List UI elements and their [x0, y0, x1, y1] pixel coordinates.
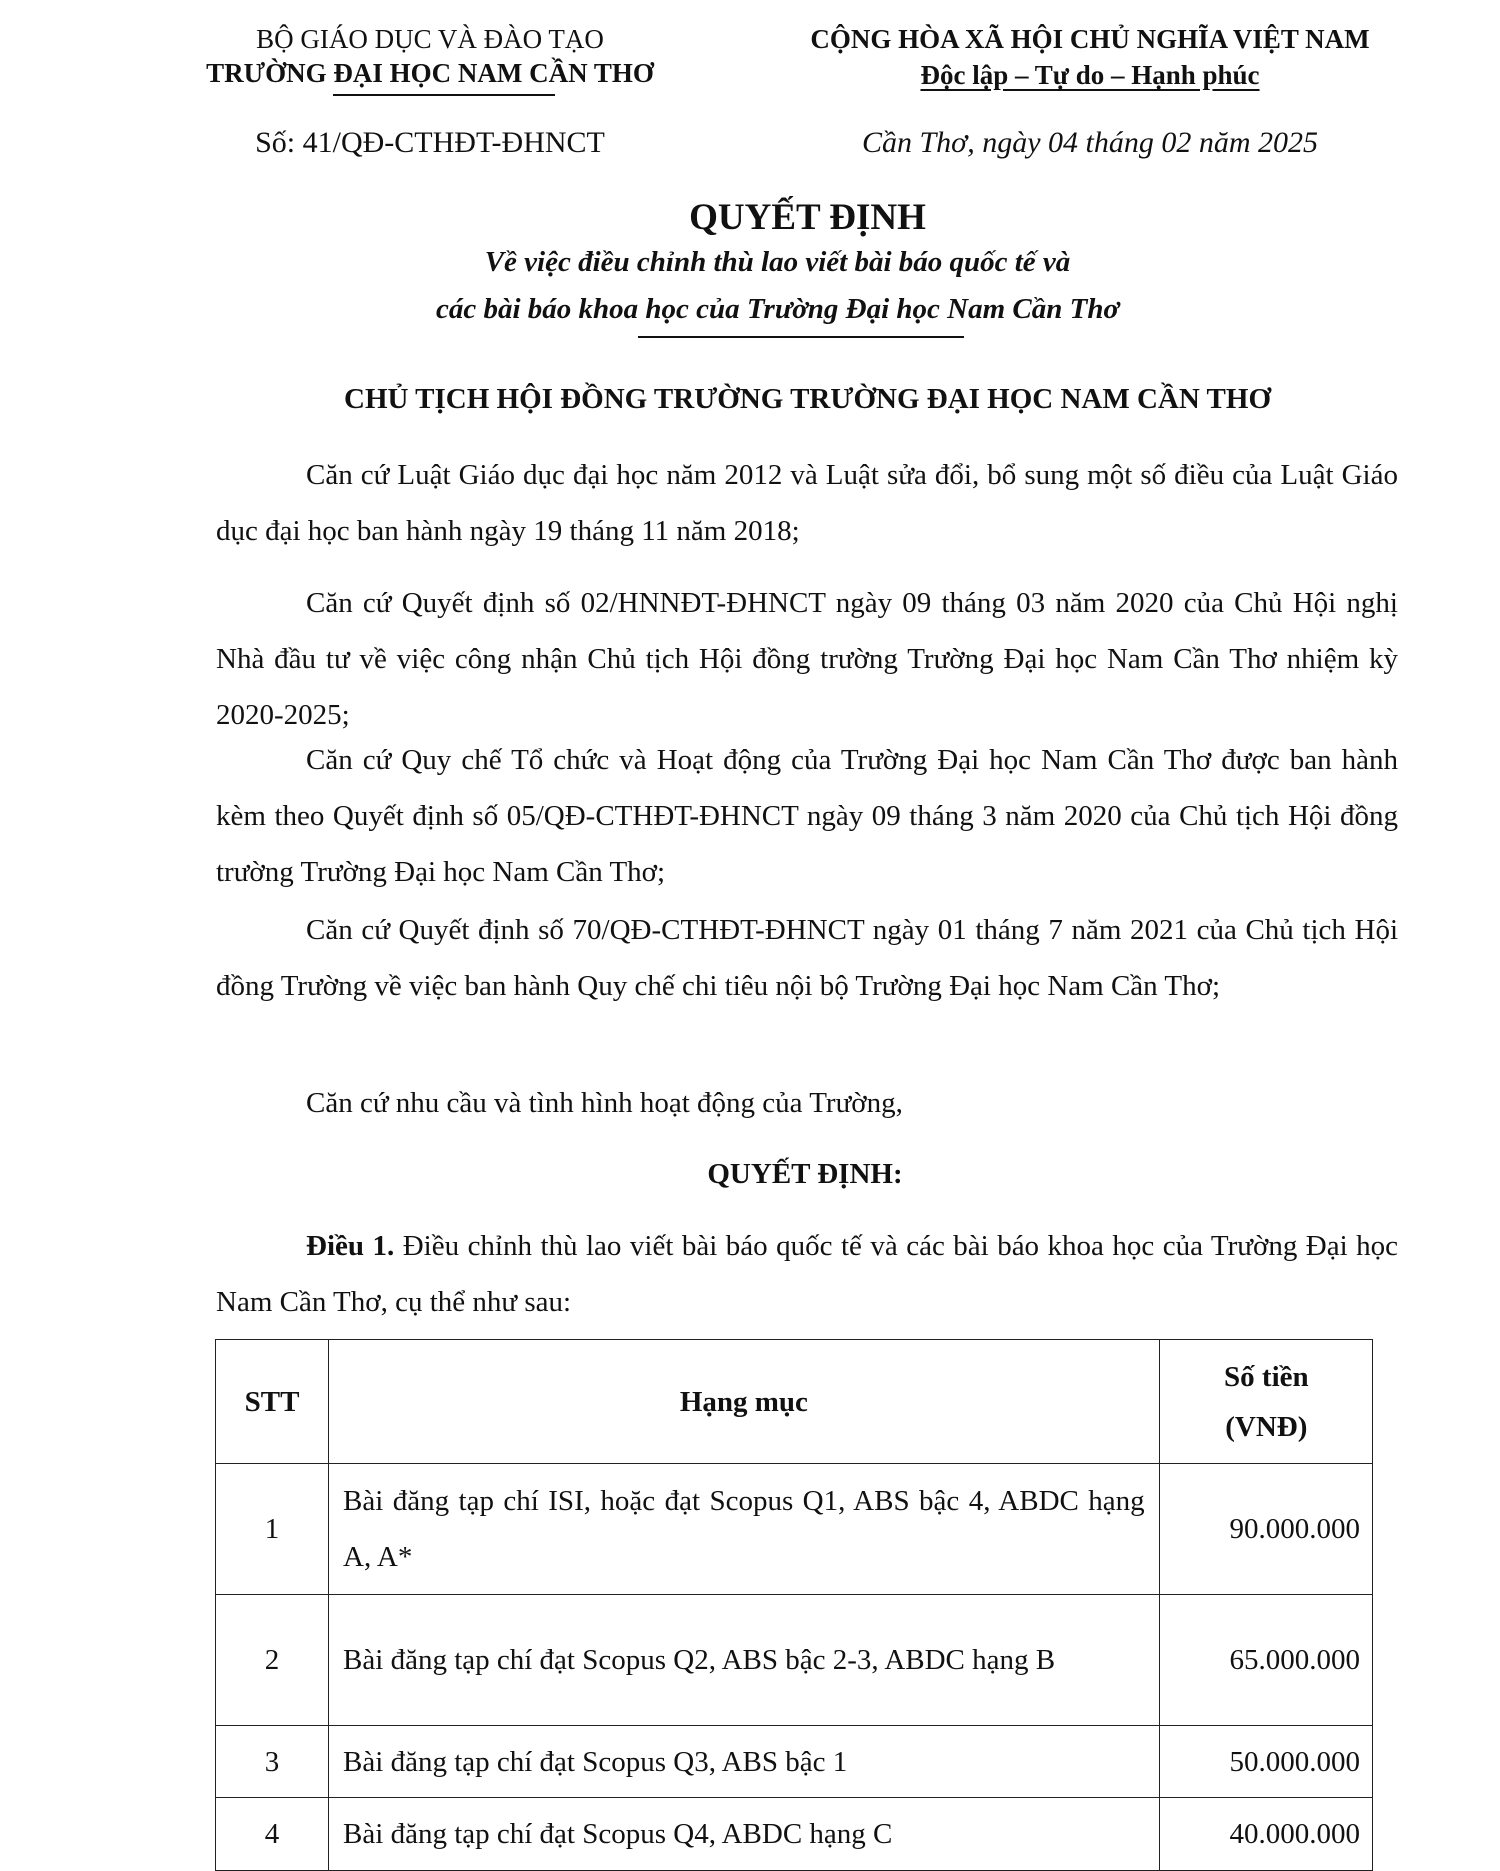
row-stt: 2: [216, 1595, 329, 1726]
article-1: [216, 1218, 1398, 1330]
row-amount: 65.000.000: [1159, 1595, 1372, 1726]
header-item: Hạng mục: [329, 1340, 1160, 1464]
issuing-authority: CHỦ TỊCH HỘI ĐỒNG TRƯỜNG TRƯỜNG ĐẠI HỌC NAM CẦN THƠ: [344, 383, 1271, 415]
row-stt: 1: [216, 1464, 329, 1595]
row-amount: 90.000.000: [1159, 1464, 1372, 1595]
row-amount: 50.000.000: [1159, 1726, 1372, 1798]
university-name: TRƯỜNG ĐẠI HỌC NAM CẦN THƠ: [206, 58, 654, 88]
row-stt: 4: [216, 1798, 329, 1871]
subject-line-2: các bài báo khoa học của Trường Đại học Nam Cần Thơ: [435, 293, 1120, 325]
row-stt: 3: [216, 1726, 329, 1798]
place-date: Cần Thơ, ngày 04 tháng 02 năm 2025: [861, 126, 1319, 159]
document-title: QUYẾT ĐỊNH: [689, 197, 926, 238]
table-header-row: [216, 1340, 1373, 1464]
article-1-text: Điều chỉnh thù lao viết bài báo quốc tế và các bài báo khoa học của Trường Đại học Nam Cần Thơ, cụ thể như sau:: [216, 1230, 1399, 1318]
table-row: [216, 1726, 1373, 1798]
header-stt: STT: [216, 1340, 329, 1464]
row-amount: 40.000.000: [1159, 1798, 1372, 1871]
title-underline: [638, 336, 964, 338]
header-amount: [1159, 1340, 1372, 1464]
row-item: Bài đăng tạp chí đạt Scopus Q2, ABS bậc 2-3, ABDC hạng B: [329, 1595, 1160, 1726]
university-underline: [333, 94, 555, 96]
basis-paragraph-2: Căn cứ Quyết định số 02/HNNĐT-ĐHNCT ngày 09 tháng 03 năm 2020 của Chủ Hội nghị Nhà đầu tư về việc công nhận Chủ tịch Hội đồng trường Trường Đại học Nam Cần Thơ nhiệm kỳ 2020-2025;: [216, 587, 1398, 731]
remuneration-table: [215, 1339, 1373, 1871]
basis-paragraph-1: Căn cứ Luật Giáo dục đại học năm 2012 và Luật sửa đổi, bổ sung một số điều của Luật Giáo dục đại học ban hành ngày 19 tháng 11 năm 2018;: [216, 459, 1398, 547]
row-item: Bài đăng tạp chí đạt Scopus Q3, ABS bậc 1: [329, 1726, 1160, 1798]
table-row: [216, 1464, 1373, 1595]
document-number: Số: 41/QĐ-CTHĐT-ĐHNCT: [255, 126, 605, 159]
decision-heading: QUYẾT ĐỊNH:: [707, 1158, 903, 1190]
subject-line-1: Về việc điều chỉnh thù lao viết bài báo quốc tế và: [484, 246, 1071, 278]
header-amount-line1: Số tiền: [1224, 1360, 1309, 1393]
ministry-name: BỘ GIÁO DỤC VÀ ĐÀO TẠO: [256, 24, 604, 54]
table-row: [216, 1595, 1373, 1726]
national-motto: Độc lập – Tự do – Hạnh phúc: [920, 60, 1260, 90]
republic-name: CỘNG HÒA XÃ HỘI CHỦ NGHĨA VIỆT NAM: [810, 24, 1370, 54]
table-row: [216, 1798, 1373, 1871]
header-amount-line2: (VNĐ): [1225, 1410, 1308, 1443]
row-item: Bài đăng tạp chí đạt Scopus Q4, ABDC hạng C: [329, 1798, 1160, 1871]
basis-paragraph-5: Căn cứ nhu cầu và tình hình hoạt động của Trường,: [306, 1087, 903, 1119]
article-1-label: Điều 1.: [306, 1230, 395, 1262]
basis-paragraph-4: Căn cứ Quyết định số 70/QĐ-CTHĐT-ĐHNCT ngày 01 tháng 7 năm 2021 của Chủ tịch Hội đồng Trường về việc ban hành Quy chế chi tiêu nội bộ Trường Đại học Nam Cần Thơ;: [216, 914, 1398, 1002]
basis-paragraph-3: Căn cứ Quy chế Tổ chức và Hoạt động của Trường Đại học Nam Cần Thơ được ban hành kèm theo Quyết định số 05/QĐ-CTHĐT-ĐHNCT ngày 09 tháng 3 năm 2020 của Chủ tịch Hội đồng trường Trường Đại học Nam Cần Thơ;: [216, 744, 1398, 888]
row-item: Bài đăng tạp chí ISI, hoặc đạt Scopus Q1, ABS bậc 4, ABDC hạng A, A*: [329, 1464, 1160, 1595]
